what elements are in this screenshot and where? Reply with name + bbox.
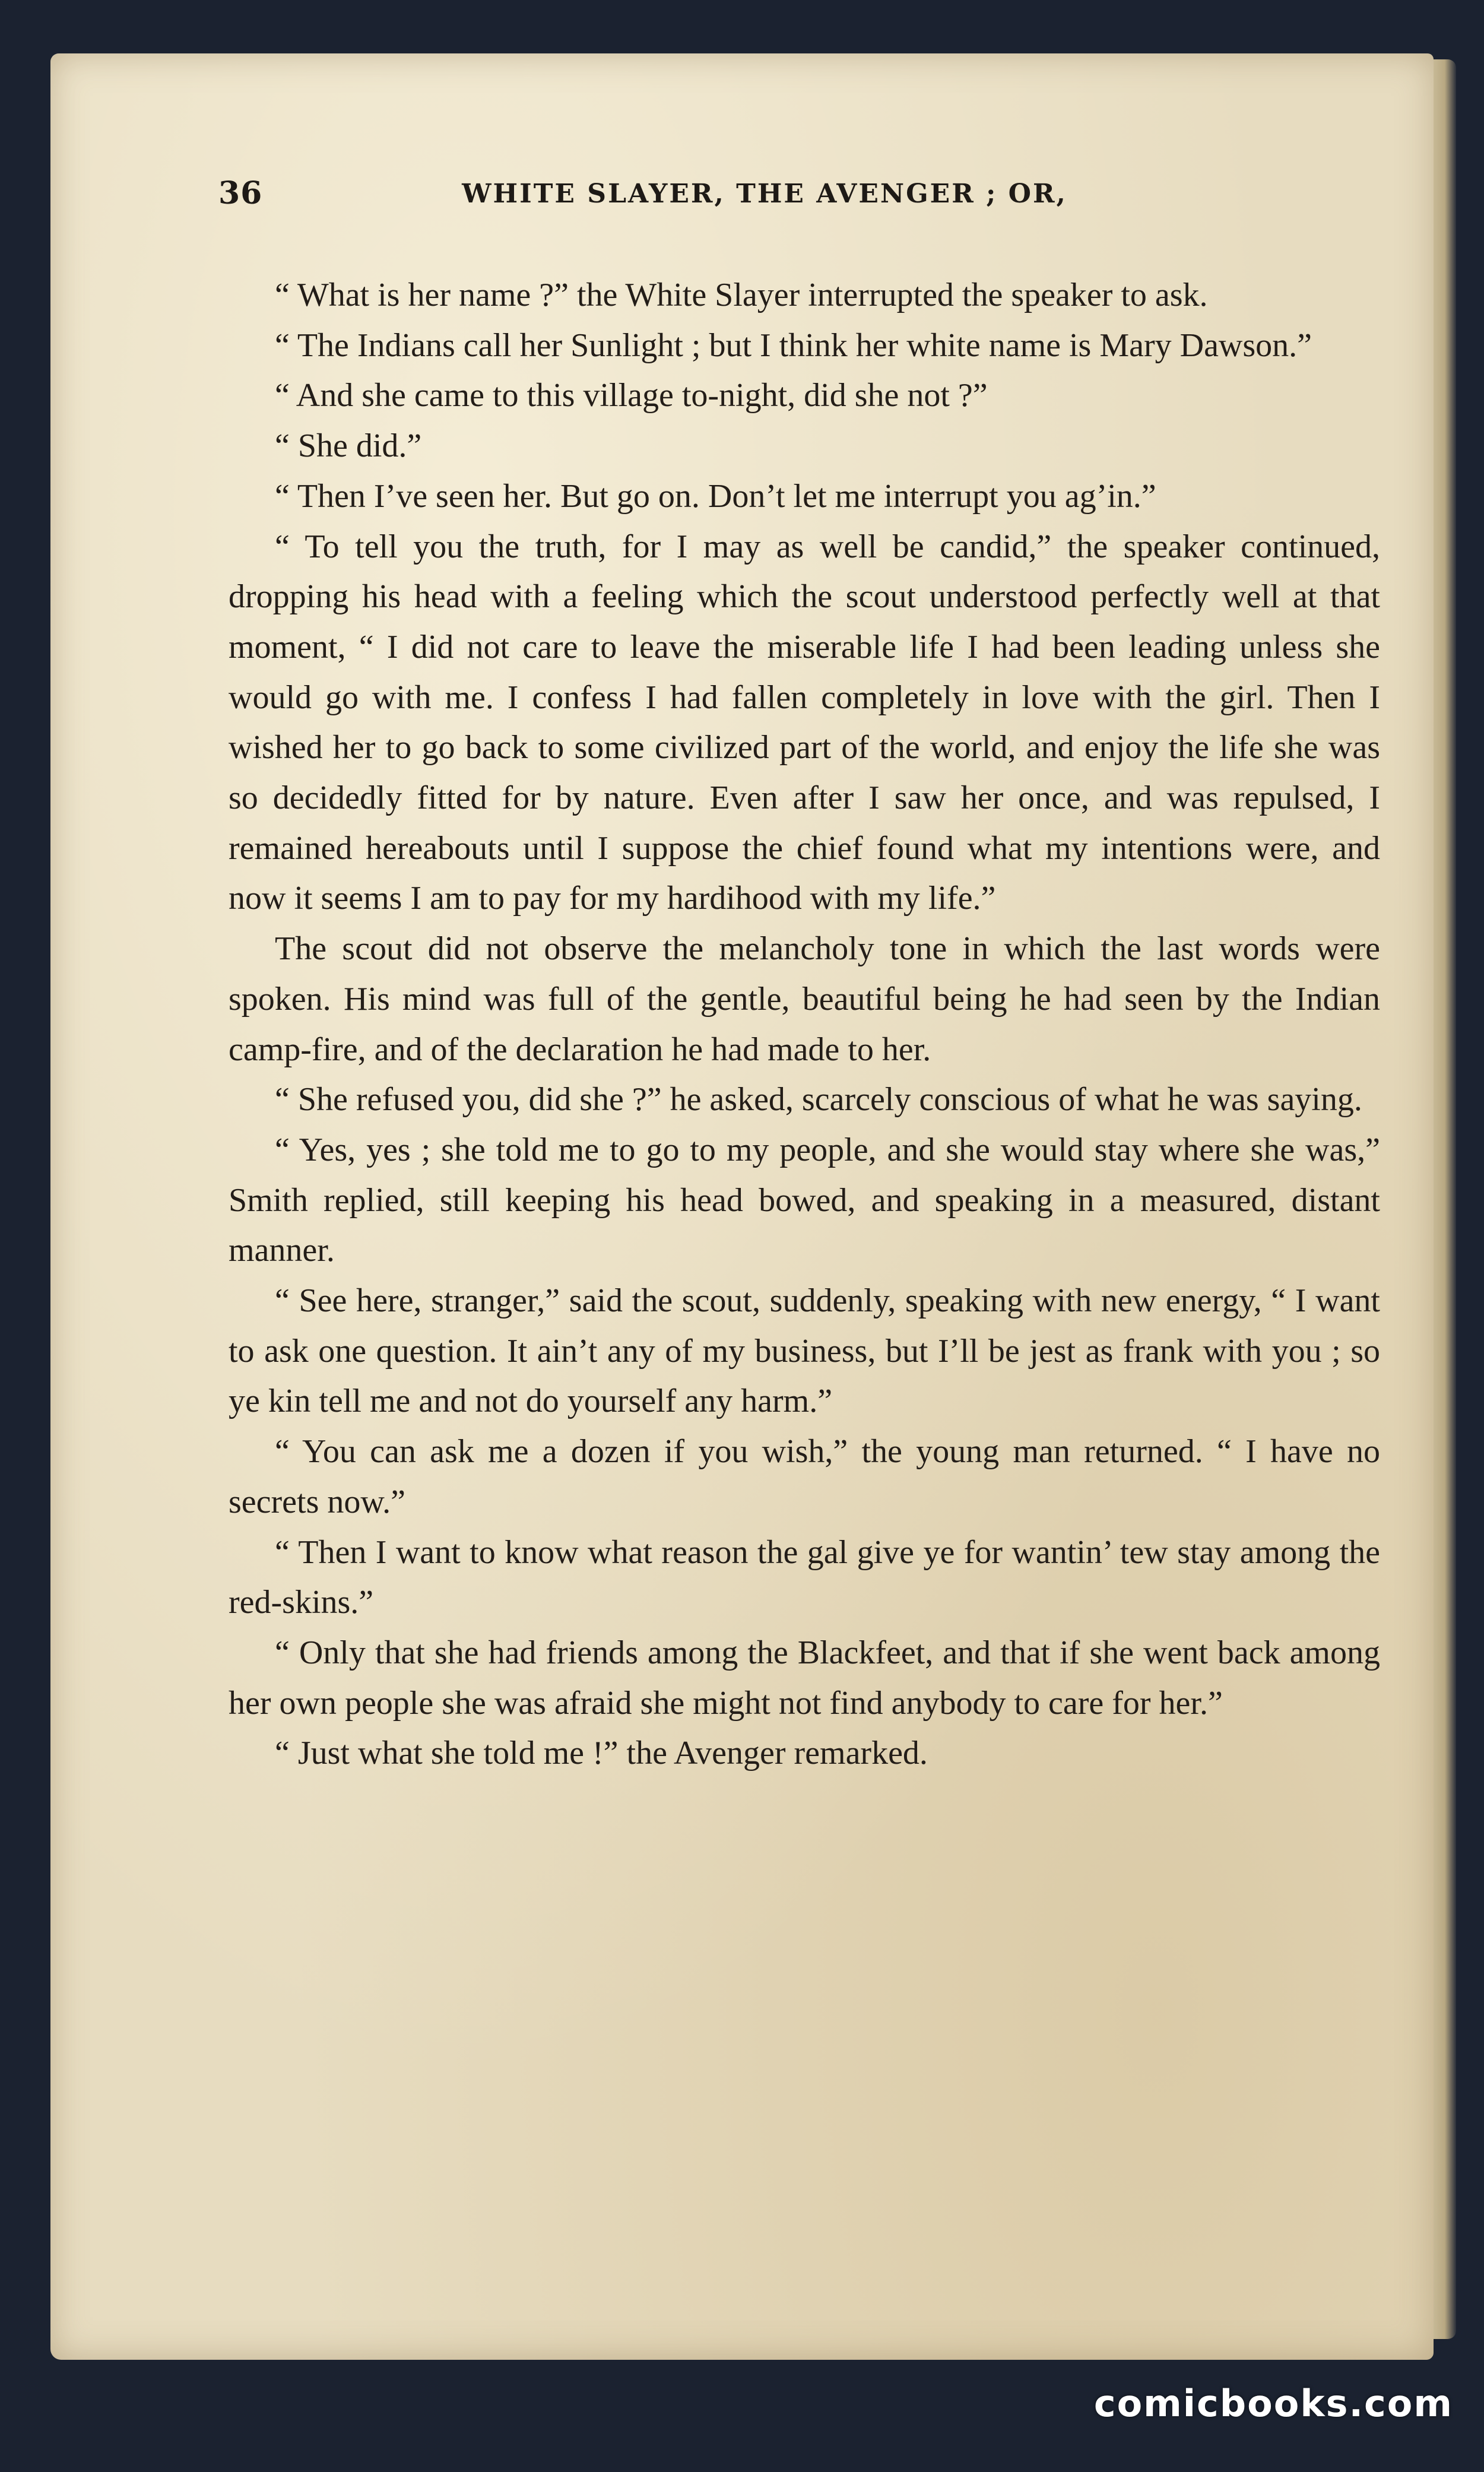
- running-title: WHITE SLAYER, THE AVENGER ; OR,: [462, 179, 1067, 209]
- paragraph: “ And she came to this village to-night, did she not ?”: [275, 377, 988, 414]
- paragraph: “ Yes, yes ; she told me to go to my people, and she would stay where she was,” Smith replied, still keeping his head bowed, and speaking in a measured, distant manner.: [229, 1131, 1380, 1269]
- paragraph: “ What is her name ?” the White Slayer interrupted the speaker to ask.: [275, 277, 1208, 313]
- paragraph: The scout did not observe the melancholy tone in which the last words were spoken. His mind was full of the gentle, beautiful being he had seen by the Indian camp-fire, and of the declaration he had made to her.: [229, 930, 1380, 1068]
- paragraph: “ Only that she had friends among the Blackfeet, and that if she went back among her own people she was afraid she might not find anybody to care for her.”: [229, 1634, 1380, 1722]
- paragraph: “ To tell you the truth, for I may as well be candid,” the speaker continued, dropping his head with a feeling which the scout understood perfectly well at that moment, “ I did not care to leave the miserable life I had been leading unless she would go with me. I confess I had fallen completely in love with the girl. Then I wished her to go back to some civilized part of the world, and enjoy the life she was so decidedly fitted for by nature. Even after I saw her once, and was repulsed, I remained hereabouts until I suppose the chief found what my intentions were, and now it seems I am to pay for my hardihood with my life.”: [229, 528, 1380, 917]
- watermark: comicbooks.com: [1093, 2382, 1453, 2425]
- paragraph: “ The Indians call her Sunlight ; but I think her white name is Mary Dawson.”: [275, 327, 1312, 364]
- paragraph: “ Then I want to know what reason the gal give ye for wantin’ tew stay among the red-skins.”: [229, 1533, 1380, 1621]
- paragraph: “ See here, stranger,” said the scout, suddenly, speaking with new energy, “ I want to ask one question. It ain’t any of my business, but I’ll be jest as frank with you ; so ye kin tell me and not do yourself any harm.”: [229, 1282, 1380, 1420]
- page-number: 36: [218, 175, 263, 211]
- paragraph: “ She refused you, did she ?” he asked, scarcely conscious of what he was saying.: [275, 1081, 1362, 1118]
- paragraph: “ Then I’ve seen her. But go on. Don’t let me interrupt you ag’in.”: [275, 477, 1156, 515]
- paragraph: “ You can ask me a dozen if you wish,” the young man returned. “ I have no secrets now.”: [229, 1433, 1380, 1520]
- paragraph: “ Just what she told me !” the Avenger remarked.: [275, 1735, 928, 1772]
- body-text: [229, 270, 1380, 1779]
- paragraph: “ She did.”: [275, 427, 422, 465]
